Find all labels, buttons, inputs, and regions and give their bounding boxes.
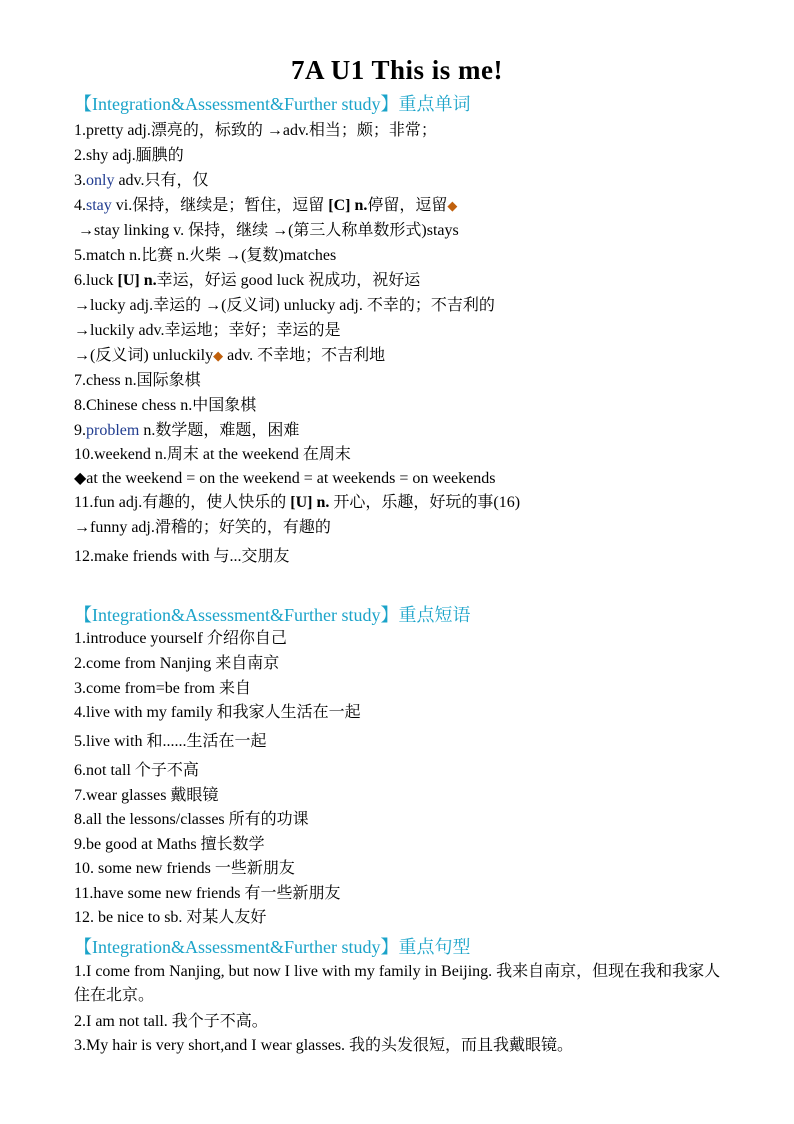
word-line-12: 8.Chinese chess n.中国象棋 — [74, 397, 257, 414]
word-line-18: 12.make friends with 与...交朋友 — [74, 548, 290, 565]
word-definition: 幸运，好运 good luck 祝成功，祝好运 — [156, 272, 421, 289]
word-text: 6.luck — [74, 272, 118, 289]
word-line-17: →funny adj.滑稽的；好笑的，有趣的 — [74, 519, 331, 536]
word-line-5: →stay linking v. 保持，继续 →(第三人称单数形式)stays — [78, 222, 459, 239]
phrase-item: 12. be nice to sb. 对某人友好 — [74, 909, 267, 926]
word-line-13 — [74, 421, 299, 441]
noun-tag: [U] n. — [117, 272, 157, 289]
diamond-bullet-icon: ◆ — [447, 198, 458, 213]
word-number: 9. — [74, 422, 86, 439]
word-definition: adv. 不幸地；不吉利地 — [223, 347, 386, 364]
section-heading-words: 【Integration&Assessment&Further study】重点单词 — [74, 94, 471, 114]
word-line-14: 10.weekend n.周末 at the weekend 在周末 — [74, 446, 351, 463]
phrase-item: 7.wear glasses 戴眼镜 — [74, 787, 219, 804]
keyword-only: only — [86, 172, 115, 189]
word-line-8: →lucky adj.幸运的 →(反义词) unlucky adj. 不幸的；不吉利的 — [74, 297, 495, 314]
section-heading-sentences: 【Integration&Assessment&Further study】重点句型 — [74, 937, 471, 957]
word-line-9: →luckily adv.幸运地；幸好；幸运的是 — [74, 322, 341, 339]
sentence-item: 3.My hair is very short,and I wear glasses. 我的头发很短，而且我戴眼镜。 — [74, 1037, 574, 1054]
word-number: 4. — [74, 197, 86, 214]
phrase-item: 4.live with my family 和我家人生活在一起 — [74, 704, 361, 721]
phrase-item: 1.introduce yourself 介绍你自己 — [74, 630, 287, 647]
sentence-item: 1.I come from Nanjing, but now I live with my family in Beijing. 我来自南京，但现在我和我家人住在北京。 — [74, 963, 721, 1004]
word-definition: 停留，逗留 — [367, 197, 448, 214]
noun-tag: [U] n. — [290, 494, 330, 511]
word-line-3 — [74, 171, 209, 191]
word-line-7 — [74, 271, 420, 291]
phrase-item: 2.come from Nanjing 来自南京 — [74, 655, 280, 672]
phrase-item: 6.not tall 个子不高 — [74, 762, 199, 779]
noun-tag: [C] n. — [328, 197, 368, 214]
word-definition: vi.保持，继续是；暂住，逗留 — [111, 197, 329, 214]
word-definition: adv.只有，仅 — [114, 172, 209, 189]
word-text: 11.fun adj.有趣的，使人快乐的 — [74, 494, 291, 511]
word-text: →(反义词) unluckily — [74, 347, 214, 364]
word-line-15: ◆at the weekend = on the weekend = at weekends = on weekends — [74, 470, 496, 487]
phrase-item: 11.have some new friends 有一些新朋友 — [74, 885, 341, 902]
section-heading-phrases: 【Integration&Assessment&Further study】重点短语 — [74, 605, 471, 625]
word-line-2: 2.shy adj.腼腆的 — [74, 147, 184, 164]
diamond-bullet-icon: ◆ — [213, 348, 224, 363]
page-title: 7A U1 This is me! — [290, 55, 504, 85]
word-line-6: 5.match n.比赛 n.火柴 →(复数)matches — [74, 247, 337, 264]
word-line-10 — [74, 346, 385, 366]
phrase-item: 3.come from=be from 来自 — [74, 680, 251, 697]
word-line-4 — [74, 196, 457, 216]
phrase-item: 10. some new friends 一些新朋友 — [74, 860, 295, 877]
phrase-item: 8.all the lessons/classes 所有的功课 — [74, 811, 309, 828]
word-line-1: 1.pretty adj.漂亮的，标致的 →adv.相当；颇；非常； — [74, 122, 437, 139]
keyword-stay: stay — [86, 197, 112, 214]
phrase-item: 5.live with 和......生活在一起 — [74, 733, 267, 750]
keyword-problem: problem — [86, 422, 140, 439]
word-definition: 开心，乐趣，好玩的事(16) — [329, 494, 521, 511]
sentence-item: 2.I am not tall. 我个子不高。 — [74, 1013, 268, 1030]
word-definition: n.数学题，难题，困难 — [139, 422, 300, 439]
word-line-16 — [74, 493, 520, 513]
phrase-item: 9.be good at Maths 擅长数学 — [74, 836, 265, 853]
word-line-11: 7.chess n.国际象棋 — [74, 372, 201, 389]
word-number: 3. — [74, 172, 86, 189]
